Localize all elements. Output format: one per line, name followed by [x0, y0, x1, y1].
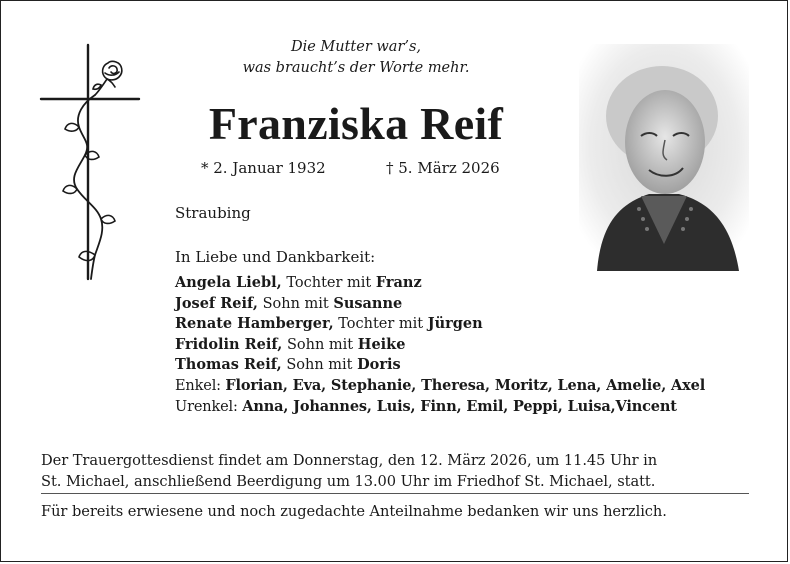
cross-with-rose-icon [39, 43, 143, 283]
mourner-row: Fridolin Reif, Sohn mit Heike [175, 335, 406, 353]
deceased-name: Franziska Reif [208, 98, 504, 149]
funeral-service-info [41, 450, 761, 492]
motto-quote [181, 37, 531, 79]
service-line-1: Der Trauergottesdienst findet am Donnerstag, den 12. März 2026, um 11.45 Uhr in [41, 452, 658, 469]
grandchildren-row: Enkel: Florian, Eva, Stephanie, Theresa, Moritz, Lena, Amelie, Axel [175, 376, 706, 394]
portrait-photo [579, 44, 749, 271]
place: Straubing [175, 204, 251, 222]
birth-date: * 2. Januar 1932 [201, 159, 326, 177]
great-grandchildren-row: Urenkel: Anna, Johannes, Luis, Finn, Emil, Peppi, Luisa,Vincent [175, 397, 677, 415]
thanks-note: Für bereits erwiesene und noch zugedachte Anteilnahme bedanken wir uns herzlich. [41, 503, 667, 520]
service-line-2: St. Michael, anschließend Beerdigung um 13.00 Uhr im Friedhof St. Michael, statt. [41, 473, 656, 490]
divider [41, 493, 749, 494]
motto-line-2: was braucht’s der Worte mehr. [242, 60, 470, 76]
motto-line-1: Die Mutter war’s, [290, 39, 422, 55]
mourners-list [175, 273, 705, 417]
death-date: † 5. März 2026 [386, 159, 500, 177]
mourner-row: Josef Reif, Sohn mit Susanne [175, 294, 403, 312]
mourners-intro: In Liebe und Dankbarkeit: [175, 248, 376, 266]
mourner-row: Thomas Reif, Sohn mit Doris [175, 356, 401, 374]
mourner-row: Renate Hamberger, Tochter mit Jürgen [175, 315, 483, 333]
mourner-row: Angela Liebl, Tochter mit Franz [175, 274, 422, 291]
